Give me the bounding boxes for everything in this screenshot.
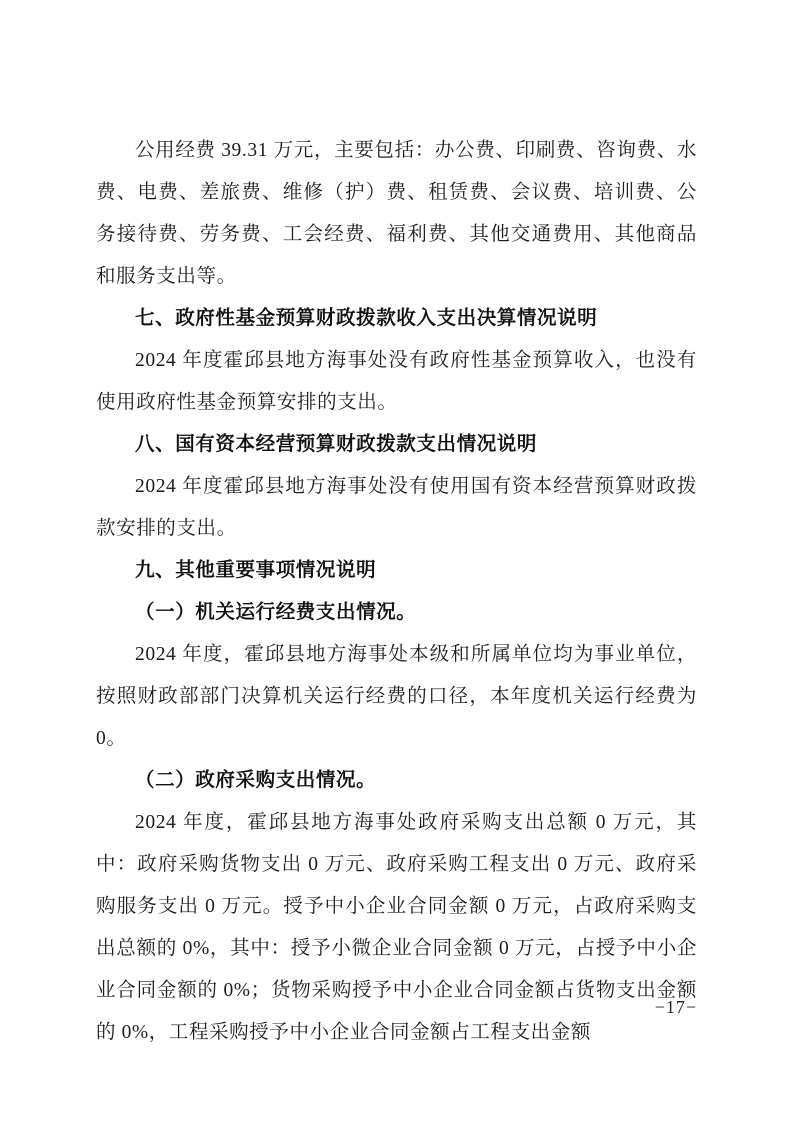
paragraph-section-seven-body: 2024 年度霍邱县地方海事处没有政府性基金预算收入，也没有使用政府性基金预算安排的支出。 — [96, 350, 697, 413]
paragraph-public-funds: 公用经费 39.31 万元，主要包括：办公费、印刷费、咨询费、水费、电费、差旅费、维修（护）费、租赁费、会议费、培训费、公务接待费、劳务费、工会经费、福利费、其他交通费用、其他商品和服务支出等。 — [96, 140, 697, 287]
page-number: −17− — [654, 997, 697, 1017]
paragraph-nine-one-body: 2024 年度，霍邱县地方海事处本级和所属单位均为事业单位，按照财政部部门决算机关运行经费的口径，本年度机关运行经费为 0。 — [96, 644, 697, 749]
heading-section-seven: 七、政府性基金预算财政拨款收入支出决算情况说明 — [135, 308, 598, 329]
paragraph-section-eight-body: 2024 年度霍邱县地方海事处没有使用国有资本经营预算财政拨款安排的支出。 — [96, 476, 697, 539]
subheading-nine-one: （一）机关运行经费支出情况。 — [135, 602, 417, 623]
subheading-nine-two: （二）政府采购支出情况。 — [135, 770, 377, 791]
document-body — [96, 130, 697, 1054]
paragraph-nine-two-body: 2024 年度，霍邱县地方海事处政府采购支出总额 0 万元，其中：政府采购货物支出 0 万元、政府采购工程支出 0 万元、政府采购服务支出 0 万元。授予中小企业合同金额 0 万元，占政府采购支出总额的 0%，其中：授予小微企业合同金额 0 万元，占授予中小企业合同金额的 0%；货物采购授予中小企业合同金额占货物支出金额的 0%，工程采购授予中小企业合同金额占工程支出金额 — [96, 812, 697, 1043]
heading-section-nine: 九、其他重要事项情况说明 — [135, 560, 377, 581]
heading-section-eight: 八、国有资本经营预算财政拨款支出情况说明 — [135, 434, 538, 455]
